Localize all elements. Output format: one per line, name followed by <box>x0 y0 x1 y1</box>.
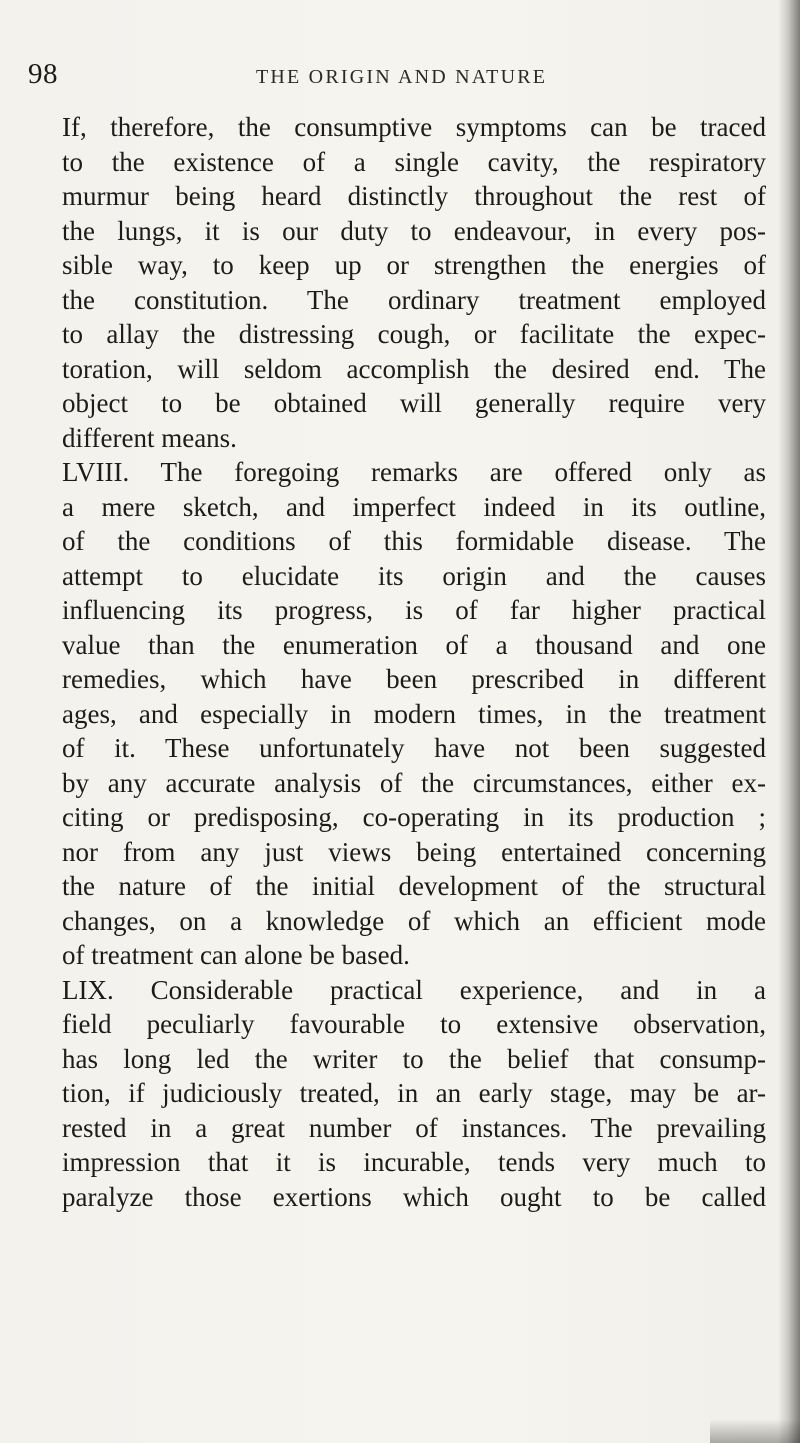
text-line: citing or predisposing, co-operating in its production ; <box>62 802 766 832</box>
text-line: attempt to elucidate its origin and the causes <box>62 560 766 591</box>
text-line: LVIII. The foregoing remarks are offered only as <box>62 457 766 487</box>
text-line: different means. <box>62 422 237 453</box>
text-line: to the existence of a single cavity, the respiratory <box>62 146 766 177</box>
text-line: the nature of the initial development of the structural <box>62 871 766 901</box>
text-line: influencing its progress, is of far higher practical <box>62 595 766 625</box>
text-line: to allay the distressing cough, or facilitate the expec- <box>62 319 766 349</box>
text-line: a mere sketch, and imperfect indeed in its outline, <box>62 491 766 522</box>
text-line: If, therefore, the consumptive symptoms can be traced <box>62 112 766 142</box>
body-text <box>62 110 766 1214</box>
text-line: of it. These unfortunately have not been suggested <box>62 733 766 763</box>
text-line: changes, on a knowledge of which an efficient mode <box>62 905 766 936</box>
text-line: of treatment can alone be based. <box>62 940 410 970</box>
text-line: remedies, which have been prescribed in different <box>62 664 766 694</box>
text-line: the constitution. The ordinary treatment employed <box>62 284 766 315</box>
text-line: object to be obtained will generally require very <box>62 388 766 418</box>
text-line: of the conditions of this formidable disease. The <box>62 526 766 556</box>
text-line: impression that it is incurable, tends very much to <box>62 1147 766 1177</box>
text-line: rested in a great number of instances. The prevailing <box>62 1112 766 1143</box>
text-line: value than the enumeration of a thousand and one <box>62 629 766 660</box>
running-head: THE ORIGIN AND NATURE <box>256 66 548 88</box>
text-line: LIX. Considerable practical experience, and in a <box>62 974 766 1005</box>
text-line: paralyze those exertions which ought to be called <box>62 1181 766 1212</box>
text-line: murmur being heard distinctly throughout the rest of <box>62 181 766 211</box>
text-line: nor from any just views being entertained concerning <box>62 836 766 867</box>
text-line: tion, if judiciously treated, in an early stage, may be ar- <box>62 1078 766 1108</box>
text-line: has long led the writer to the belief that consump- <box>62 1043 766 1074</box>
text-line: toration, will seldom accomplish the desired end. The <box>62 353 766 384</box>
text-line: the lungs, it is our duty to endeavour, in every pos- <box>62 215 766 246</box>
page-number: 98 <box>28 58 58 90</box>
page-header <box>28 58 768 98</box>
text-line: ages, and especially in modern times, in the treatment <box>62 698 766 729</box>
text-line: field peculiarly favourable to extensive observation, <box>62 1009 766 1039</box>
text-line: by any accurate analysis of the circumstances, either ex- <box>62 767 766 798</box>
page-edge-shadow <box>778 0 800 1443</box>
text-line: sible way, to keep up or strengthen the energies of <box>62 250 766 280</box>
page-corner-shadow <box>710 1419 800 1443</box>
